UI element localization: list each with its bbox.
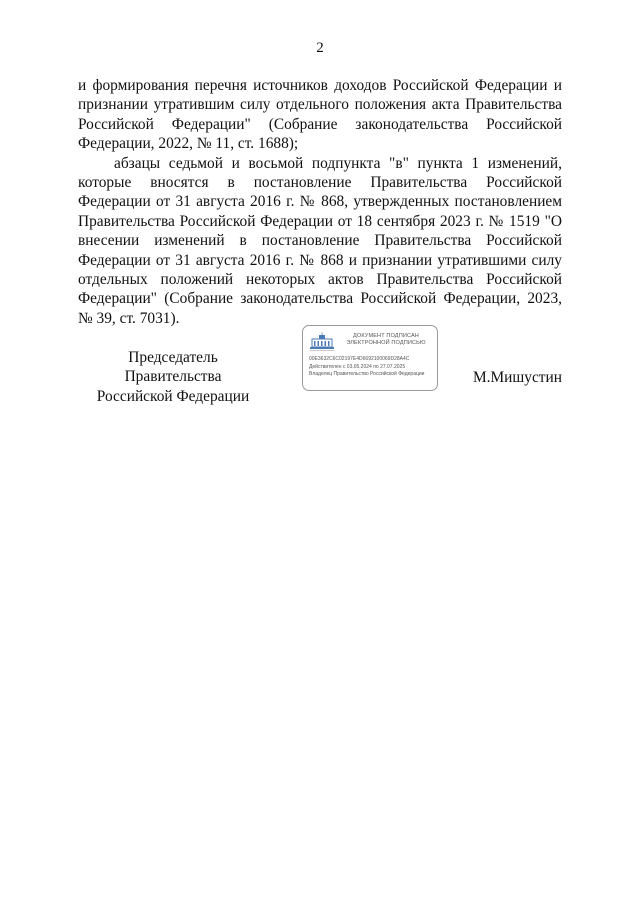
government-building-icon bbox=[309, 332, 335, 352]
page-number: 2 bbox=[316, 40, 324, 56]
signatory-position-line1: Председатель Правительства bbox=[124, 349, 222, 386]
paragraph-continuation: и формирования перечня источников доходов Российской Федерации и признании утратившим силу отдельного положения акта Правительства Российской Федерации" (Собрание законодательства Российской Федерации, 2022, № 11, ст. 1688); bbox=[78, 77, 562, 153]
stamp-title-line1: ДОКУМЕНТ ПОДПИСАН bbox=[353, 333, 419, 339]
stamp-title-line2: ЭЛЕКТРОННОЙ ПОДПИСЬЮ bbox=[346, 340, 426, 346]
paragraph-item: абзацы седьмой и восьмой подпункта "в" пункта 1 изменений, которые вносятся в постановление Правительства Российской Федерации от 31 августа 2016 г. № 868, утвержденных постановлением Правительства Российской Федерации от 18 сентября 2023 г. № 1519 "О внесении изменений в постановление Правительства Российской Федерации от 31 августа 2016 г. № 868 и признании утратившими силу отдельных положений некоторых актов Правительства Российской Федерации" (Собрание законодательства Российской Федерации, 2023, № 39, ст. 7031). bbox=[78, 154, 562, 327]
stamp-owner: Владелец Правительство Российской Федерации bbox=[309, 371, 425, 377]
document-body bbox=[78, 76, 562, 328]
stamp-title bbox=[339, 333, 433, 347]
electronic-signature-stamp bbox=[302, 325, 438, 391]
signatory-name: М.Мишустин bbox=[472, 369, 562, 386]
stamp-certificate: 00E3632C6C02197E4D6692100069D28A4C bbox=[309, 356, 410, 362]
signatory-position-line2: Российской Федерации bbox=[96, 387, 250, 405]
signatory-position bbox=[78, 348, 268, 406]
stamp-validity: Действителен с 03.05.2024 по 27.07.2025 bbox=[309, 364, 406, 370]
